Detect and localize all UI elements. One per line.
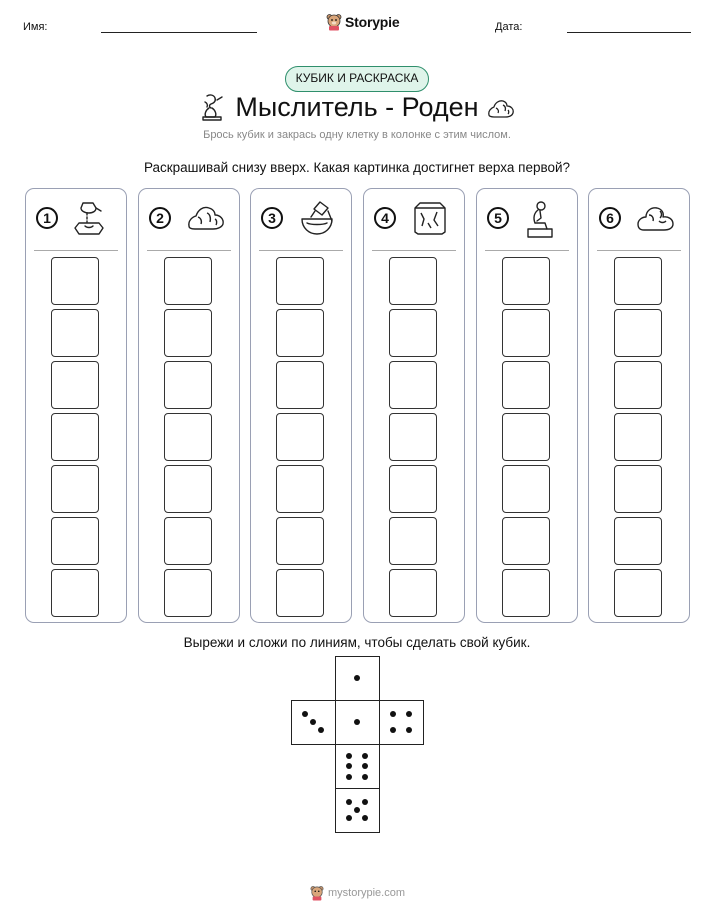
bear-logo-icon <box>310 885 324 901</box>
name-field-line[interactable] <box>101 32 257 33</box>
dice-pip <box>346 815 352 821</box>
color-cell[interactable] <box>51 569 99 617</box>
color-cell[interactable] <box>614 465 662 513</box>
color-cell[interactable] <box>502 569 550 617</box>
cut-instruction: Вырежи и сложи по линиям, чтобы сделать свой кубик. <box>183 635 531 650</box>
color-cell[interactable] <box>51 309 99 357</box>
color-cell[interactable] <box>164 361 212 409</box>
color-cell[interactable] <box>276 569 324 617</box>
column-number: 2 <box>149 207 171 229</box>
roll-column-2 <box>138 188 240 623</box>
footer <box>310 885 405 901</box>
color-cell[interactable] <box>164 257 212 305</box>
color-cell[interactable] <box>389 465 437 513</box>
color-cell[interactable] <box>502 413 550 461</box>
column-number: 5 <box>487 207 509 229</box>
color-cell[interactable] <box>502 465 550 513</box>
roll-column-5 <box>476 188 578 623</box>
date-label: Дата: <box>495 21 523 33</box>
dice-pip <box>362 763 368 769</box>
color-cell[interactable] <box>276 413 324 461</box>
color-cell[interactable] <box>389 257 437 305</box>
page-title: Мыслитель - Роден <box>235 92 479 122</box>
dice-face <box>291 700 336 745</box>
dice-pip <box>346 774 352 780</box>
dice-face <box>379 700 424 745</box>
color-cell[interactable] <box>389 361 437 409</box>
stone-block-icon <box>411 199 449 237</box>
color-cell[interactable] <box>276 309 324 357</box>
color-cell[interactable] <box>502 517 550 565</box>
clay-lump-icon <box>186 199 226 233</box>
clay-lump-icon <box>486 96 516 120</box>
brand-name: Storypie <box>345 14 400 30</box>
thinker-statue-icon <box>524 199 556 239</box>
color-cell[interactable] <box>389 517 437 565</box>
column-icon <box>186 199 226 238</box>
column-icon <box>411 199 449 242</box>
footer-url[interactable]: mystorypie.com <box>328 887 406 899</box>
color-cell[interactable] <box>614 569 662 617</box>
column-icon <box>636 199 676 238</box>
dice-pip <box>354 675 360 681</box>
page-subtitle: Брось кубик и закрась одну клетку в колонке с этим числом. <box>203 129 511 141</box>
column-number: 4 <box>374 207 396 229</box>
category-badge: КУБИК И РАСКРАСКА <box>285 66 429 92</box>
column-divider <box>372 250 456 251</box>
dice-pip <box>302 711 308 717</box>
name-label: Имя: <box>23 21 48 33</box>
color-cell[interactable] <box>164 569 212 617</box>
color-cell[interactable] <box>614 413 662 461</box>
color-cell[interactable] <box>502 309 550 357</box>
color-cell[interactable] <box>389 309 437 357</box>
roll-column-6 <box>588 188 690 623</box>
column-divider <box>147 250 231 251</box>
dice-pip <box>346 799 352 805</box>
dice-pip <box>406 711 412 717</box>
color-cell[interactable] <box>51 465 99 513</box>
dice-pip <box>346 763 352 769</box>
color-cell[interactable] <box>614 361 662 409</box>
color-cell[interactable] <box>276 257 324 305</box>
color-cell[interactable] <box>276 517 324 565</box>
dice-face <box>335 656 380 701</box>
color-cell[interactable] <box>164 413 212 461</box>
roll-column-1 <box>25 188 127 623</box>
rough-clay-icon <box>636 199 676 233</box>
bronze-pour-icon <box>73 199 109 239</box>
dice-pip <box>362 815 368 821</box>
color-cell[interactable] <box>164 465 212 513</box>
color-cell[interactable] <box>389 569 437 617</box>
bear-logo-icon <box>326 13 342 31</box>
column-icon <box>524 199 556 244</box>
color-cell[interactable] <box>502 361 550 409</box>
dice-pip <box>310 719 316 725</box>
color-cell[interactable] <box>614 257 662 305</box>
dice-pip <box>390 711 396 717</box>
dice-face <box>335 744 380 789</box>
column-icon <box>73 199 109 244</box>
game-instruction: Раскрашивай снизу вверх. Какая картинка достигнет верха первой? <box>143 160 571 175</box>
column-divider <box>597 250 681 251</box>
dice-pip <box>346 753 352 759</box>
brand-logo <box>326 13 399 31</box>
color-cell[interactable] <box>51 517 99 565</box>
color-cell[interactable] <box>164 309 212 357</box>
dice-pip <box>318 727 324 733</box>
dice-face <box>335 788 380 833</box>
color-cell[interactable] <box>389 413 437 461</box>
plaster-mixing-icon <box>298 199 336 237</box>
color-cell[interactable] <box>51 257 99 305</box>
color-cell[interactable] <box>164 517 212 565</box>
color-cell[interactable] <box>614 517 662 565</box>
dice-face <box>335 700 380 745</box>
color-cell[interactable] <box>51 361 99 409</box>
color-cell[interactable] <box>502 257 550 305</box>
column-divider <box>259 250 343 251</box>
dice-pip <box>362 774 368 780</box>
color-cell[interactable] <box>51 413 99 461</box>
column-number: 1 <box>36 207 58 229</box>
roll-column-3 <box>250 188 352 623</box>
column-number: 6 <box>599 207 621 229</box>
dice-pip <box>354 807 360 813</box>
color-cell[interactable] <box>276 465 324 513</box>
column-icon <box>298 199 336 242</box>
dice-pip <box>390 727 396 733</box>
roll-column-4 <box>363 188 465 623</box>
color-cell[interactable] <box>614 309 662 357</box>
column-number: 3 <box>261 207 283 229</box>
date-field-line[interactable] <box>567 32 691 33</box>
dice-pip <box>362 753 368 759</box>
dice-pip <box>354 719 360 725</box>
column-divider <box>34 250 118 251</box>
color-cell[interactable] <box>276 361 324 409</box>
column-divider <box>485 250 569 251</box>
dice-pip <box>406 727 412 733</box>
dice-pip <box>362 799 368 805</box>
